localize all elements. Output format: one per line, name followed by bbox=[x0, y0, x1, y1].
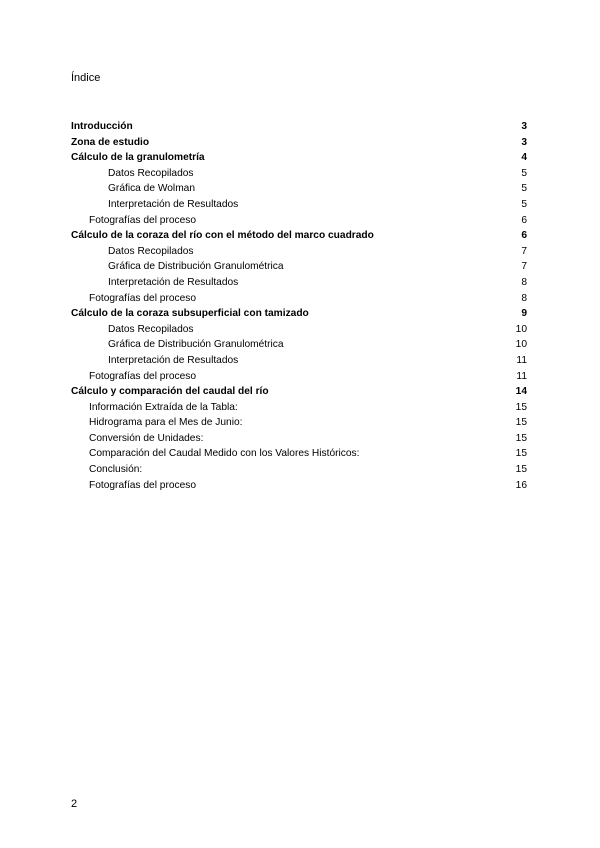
toc-entry[interactable] bbox=[71, 119, 527, 135]
toc-entry-page: 6 bbox=[521, 214, 527, 226]
toc-entry-title: Zona de estudio bbox=[71, 136, 150, 148]
toc-entry[interactable] bbox=[71, 166, 527, 182]
toc-entry-page: 7 bbox=[521, 245, 527, 257]
toc-entry-page: 8 bbox=[521, 276, 527, 288]
toc-entry-title: Información Extraída de la Tabla: bbox=[89, 401, 238, 413]
toc-entry[interactable] bbox=[71, 259, 527, 275]
toc-entry[interactable] bbox=[71, 384, 527, 400]
toc-entry[interactable] bbox=[71, 369, 527, 385]
page-title: Índice bbox=[71, 72, 101, 84]
toc-entry-page: 15 bbox=[515, 448, 527, 460]
toc-entry-title: Fotografías del proceso bbox=[89, 214, 197, 226]
toc-entry-page: 15 bbox=[515, 401, 527, 413]
toc-entry-page: 15 bbox=[515, 432, 527, 444]
toc-entry[interactable] bbox=[71, 197, 527, 213]
toc-entry-page: 8 bbox=[521, 292, 527, 304]
toc-entry-title: Gráfica de Wolman bbox=[108, 183, 196, 195]
toc-entry-page: 3 bbox=[521, 121, 527, 132]
toc-entry-page: 15 bbox=[515, 417, 527, 429]
toc-entry-page: 16 bbox=[515, 479, 527, 491]
toc-entry-title: Fotografías del proceso bbox=[89, 370, 197, 382]
toc-entry[interactable] bbox=[71, 306, 527, 322]
toc-entry[interactable] bbox=[71, 322, 527, 338]
toc-entry[interactable] bbox=[71, 462, 527, 478]
toc-entry-page: 5 bbox=[521, 167, 527, 179]
toc-entry[interactable] bbox=[71, 400, 527, 416]
toc-entry-title: Introducción bbox=[71, 121, 133, 132]
toc-entry-page: 9 bbox=[521, 308, 527, 320]
toc-entry-page: 4 bbox=[521, 152, 527, 164]
toc-entry-title: Interpretación de Resultados bbox=[108, 354, 239, 366]
toc-entry-title: Conclusión: bbox=[89, 464, 143, 476]
toc-entry-title: Gráfica de Distribución Granulométrica bbox=[108, 339, 284, 351]
toc-entry[interactable] bbox=[71, 135, 527, 151]
toc-entry-title: Cálculo de la granulometría bbox=[71, 152, 205, 164]
toc-entry-page: 5 bbox=[521, 198, 527, 210]
toc-entry[interactable] bbox=[71, 431, 527, 447]
toc-entry-page: 10 bbox=[515, 323, 527, 335]
toc-entry-page: 6 bbox=[521, 230, 527, 242]
toc-entry-title: Fotografías del proceso bbox=[89, 479, 197, 491]
toc-entry-title: Datos Recopilados bbox=[108, 245, 194, 257]
toc-entry[interactable] bbox=[71, 213, 527, 229]
toc-entry[interactable] bbox=[71, 415, 527, 431]
toc-entry-title: Gráfica de Distribución Granulométrica bbox=[108, 261, 284, 273]
toc-entry[interactable] bbox=[71, 291, 527, 307]
toc-entry-title: Cálculo de la coraza subsuperficial con tamizado bbox=[71, 308, 309, 320]
toc-entry[interactable] bbox=[71, 244, 527, 260]
toc-entry-title: Interpretación de Resultados bbox=[108, 198, 239, 210]
toc-entry[interactable] bbox=[71, 478, 527, 494]
toc-entry-title: Hidrograma para el Mes de Junio: bbox=[89, 417, 243, 429]
toc-entry[interactable] bbox=[71, 181, 527, 197]
page-number: 2 bbox=[71, 798, 78, 810]
toc-entry[interactable] bbox=[71, 275, 527, 291]
toc-entry-title: Datos Recopilados bbox=[108, 323, 194, 335]
toc-entry-page: 7 bbox=[521, 261, 527, 273]
toc-entry-page: 11 bbox=[516, 370, 527, 382]
toc-entry[interactable] bbox=[71, 228, 527, 244]
toc-entry[interactable] bbox=[71, 150, 527, 166]
toc-entry-page: 3 bbox=[521, 136, 527, 148]
toc-entry-page: 10 bbox=[515, 339, 527, 351]
toc-entry-title: Fotografías del proceso bbox=[89, 292, 197, 304]
toc-entry-page: 14 bbox=[515, 386, 527, 398]
toc-entry-title: Conversión de Unidades: bbox=[89, 432, 204, 444]
toc-entry[interactable] bbox=[71, 353, 527, 369]
table-of-contents bbox=[71, 119, 527, 493]
toc-entry-title: Interpretación de Resultados bbox=[108, 276, 239, 288]
toc-entry-page: 5 bbox=[521, 183, 527, 195]
toc-entry-title: Datos Recopilados bbox=[108, 167, 194, 179]
toc-entry[interactable] bbox=[71, 337, 527, 353]
toc-entry-title: Cálculo y comparación del caudal del río bbox=[71, 386, 269, 398]
toc-entry-page: 15 bbox=[515, 464, 527, 476]
toc-entry-page: 11 bbox=[516, 354, 527, 366]
toc-entry-title: Cálculo de la coraza del río con el método del marco cuadrado bbox=[71, 230, 374, 242]
toc-entry[interactable] bbox=[71, 446, 527, 462]
toc-entry-title: Comparación del Caudal Medido con los Valores Históricos: bbox=[89, 448, 360, 460]
